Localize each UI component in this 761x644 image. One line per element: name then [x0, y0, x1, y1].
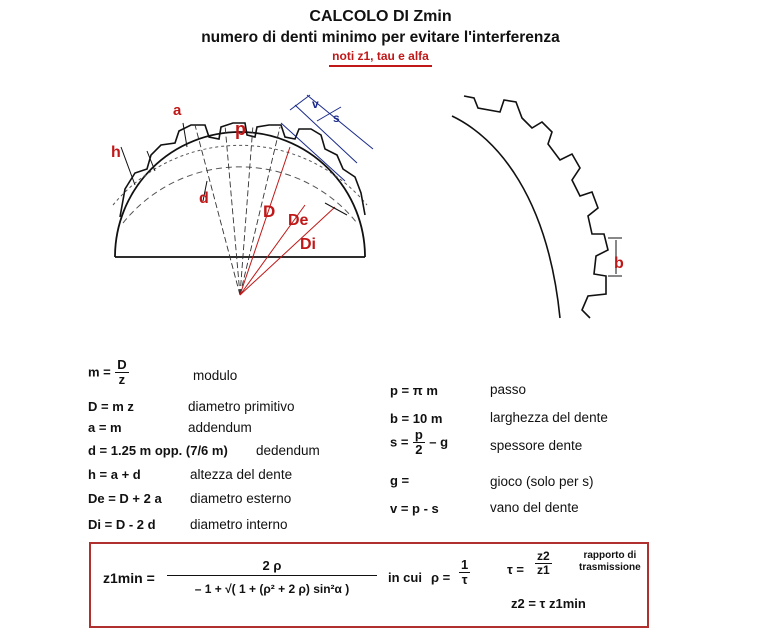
formula-vano: v = p - s vano del dente — [390, 500, 579, 516]
label-s: s — [333, 111, 340, 125]
formula-dedendum: d = 1.25 m opp. (7/6 m) dedendum — [88, 443, 320, 458]
formula-gioco: g = gioco (solo per s) — [390, 473, 594, 489]
rho-fraction: $\frac{1}{\tau}$ — [461, 557, 469, 587]
formula-modulo: m = $\frac{D}{z}$ modulo — [88, 357, 238, 387]
page-subtitle: numero di denti minimo per evitare l'interferenza — [201, 29, 560, 46]
pitch-circle — [123, 167, 357, 223]
rho-label: ρ = — [431, 570, 451, 585]
gear-detail-root — [452, 116, 560, 318]
z1min-formula-box — [89, 542, 649, 628]
label-Di: Di — [300, 236, 316, 253]
formula-diametro-primitivo: D = m z diametro primitivo — [88, 399, 295, 414]
gear-diagram — [95, 85, 405, 325]
z1min-fraction: 2 ρ – 1 + √( 1 + (ρ² + 2 ρ) sin²α ) — [167, 558, 377, 596]
label-p: p — [235, 119, 246, 139]
z1min-label: z1min = — [103, 570, 155, 586]
modulo-fraction: $\frac{D}{z}$ — [117, 357, 127, 387]
label-b: b — [614, 255, 624, 272]
label-D: D — [263, 202, 276, 221]
label-v: v — [312, 97, 319, 111]
label-d: d — [199, 190, 209, 207]
label-a: a — [173, 102, 182, 119]
formula-addendum: a = m addendum — [88, 420, 252, 435]
tau-note: rapporto di trasmissione — [579, 550, 641, 573]
page-title: CALCOLO DI Zmin — [309, 8, 452, 25]
formula-altezza: h = a + d altezza del dente — [88, 467, 293, 482]
formula-passo: p = π m passo — [390, 382, 527, 398]
header-note: noti z1, tau e alfa — [0, 49, 761, 63]
in-cui-label: in cui — [388, 570, 422, 585]
formula-diametro-esterno: De = D + 2 a diametro esterno — [88, 491, 292, 506]
formula-diametro-interno: Di = D - 2 d diametro interno — [88, 517, 288, 532]
label-h: h — [111, 144, 121, 161]
label-De: De — [288, 212, 309, 229]
formula-spessore: s = $\frac{p}{2}$ – g spessore dente — [390, 427, 583, 457]
tau-label: τ = — [507, 562, 525, 577]
tau-fraction: $\frac{z2}{z1}$ — [537, 549, 550, 577]
spessore-fraction: $\frac{p}{2}$ — [414, 427, 423, 457]
gear-detail-outline — [464, 96, 608, 318]
z2-formula: z2 = τ z1min — [511, 596, 586, 611]
formula-larghezza: b = 10 m larghezza del dente — [390, 410, 608, 426]
gear-detail-diagram — [438, 88, 658, 328]
